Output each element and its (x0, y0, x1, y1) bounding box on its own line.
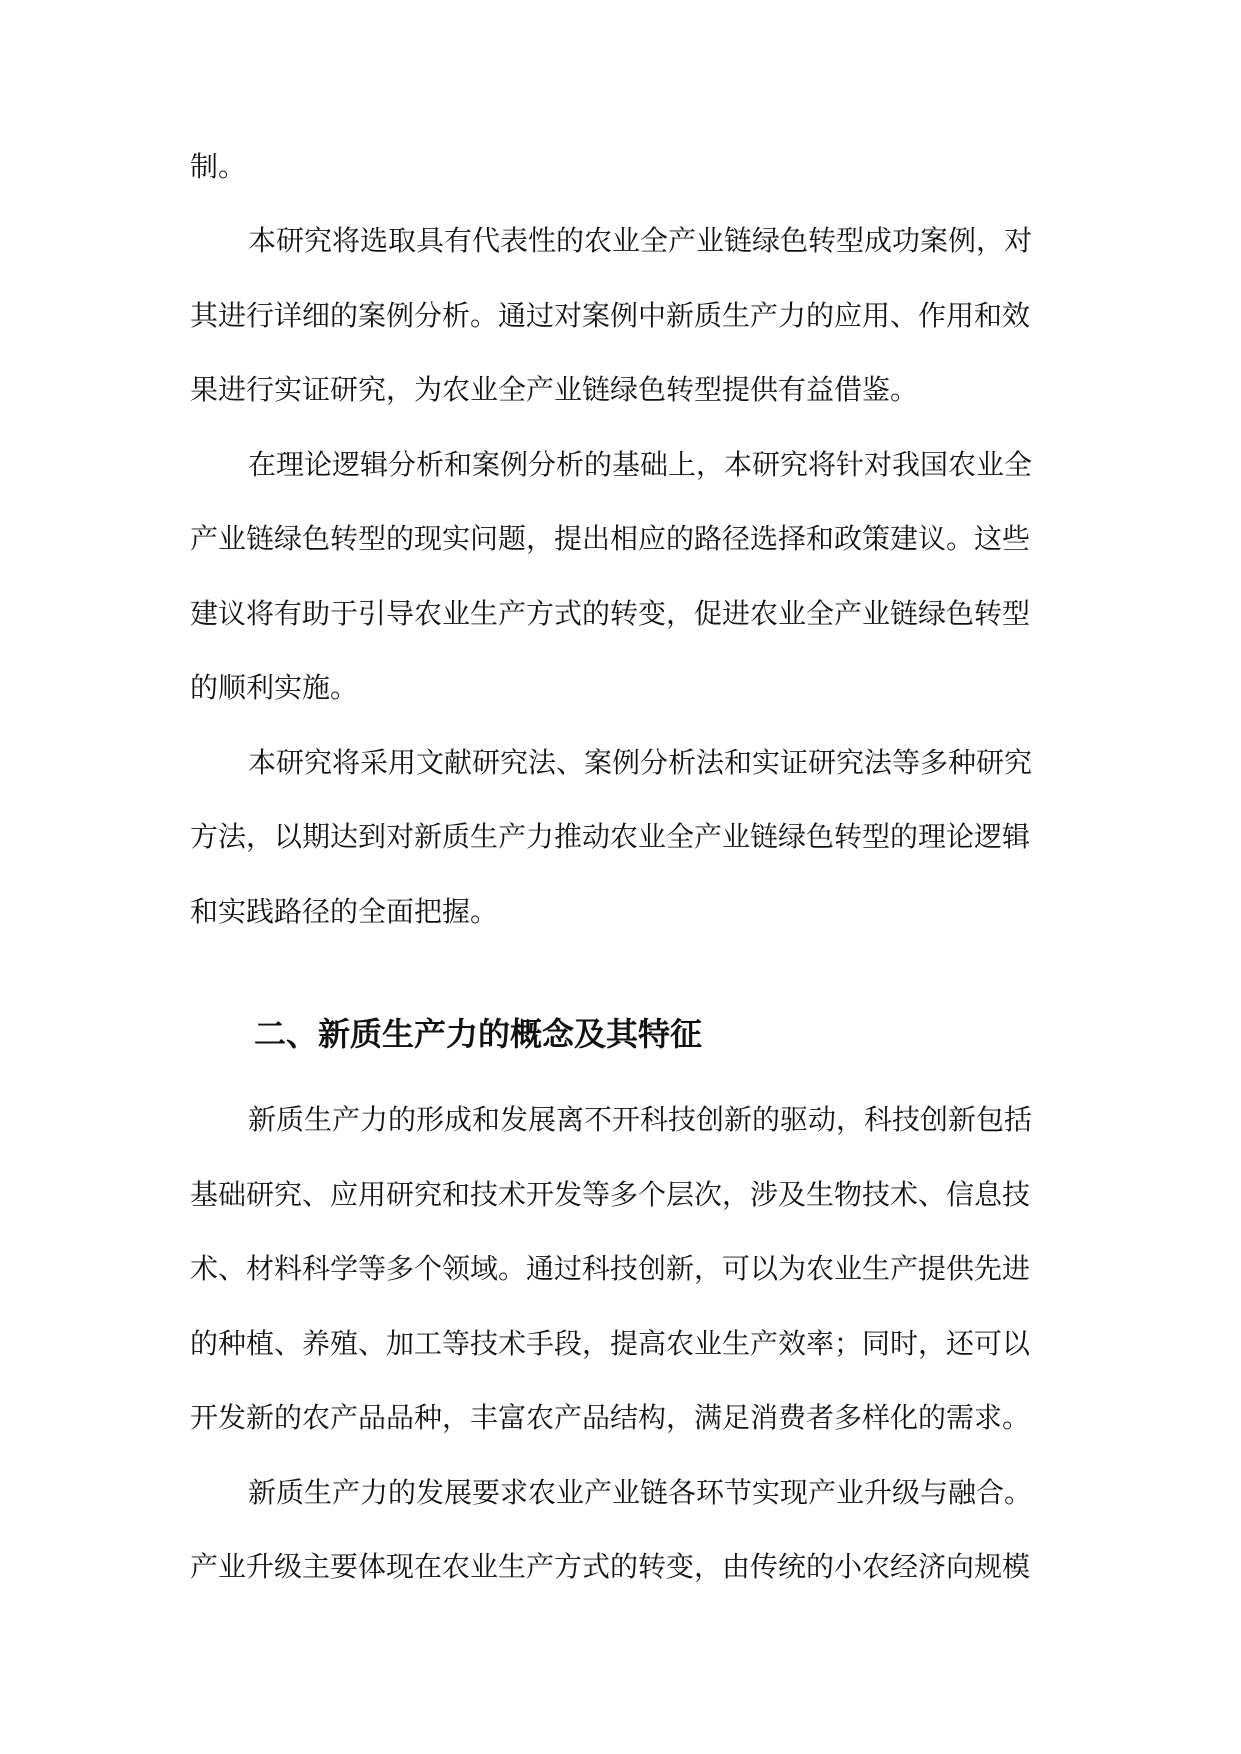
text-line: 基础研究、应用研究和技术开发等多个层次，涉及生物技术、信息技 (190, 1178, 1031, 1211)
paragraph-first-line: 新质生产力的形成和发展离不开科技创新的驱动，科技创新包括 (248, 1103, 1033, 1136)
text-line: 其进行详细的案例分析。通过对案例中新质生产力的应用、作用和效 (190, 299, 1031, 332)
section-heading: 二、新质生产力的概念及其特征 (254, 1015, 703, 1053)
text-line: 开发新的农产品品种，丰富农产品结构，满足消费者多样化的需求。 (190, 1401, 1031, 1434)
paragraph-first-line: 本研究将选取具有代表性的农业全产业链绿色转型成功案例，对 (248, 224, 1033, 257)
paragraph-first-line: 新质生产力的发展要求农业产业链各环节实现产业升级与融合。 (248, 1476, 1033, 1509)
text-line: 产业链绿色转型的现实问题，提出相应的路径选择和政策建议。这些 (190, 522, 1031, 555)
text-line: 的种植、养殖、加工等技术手段，提高农业生产效率；同时，还可以 (190, 1327, 1031, 1360)
text-line: 建议将有助于引导农业生产方式的转变，促进农业全产业链绿色转型 (190, 597, 1031, 630)
paragraph-first-line: 在理论逻辑分析和案例分析的基础上，本研究将针对我国农业全 (248, 448, 1033, 481)
text-line: 方法，以期达到对新质生产力推动农业全产业链绿色转型的理论逻辑 (190, 820, 1031, 853)
paragraph-first-line: 本研究将采用文献研究法、案例分析法和实证研究法等多种研究 (248, 746, 1033, 779)
text-line: 和实践路径的全面把握。 (190, 895, 499, 928)
text-line: 的顺利实施。 (190, 671, 359, 704)
text-line: 术、材料科学等多个领域。通过科技创新，可以为农业生产提供先进 (190, 1252, 1031, 1285)
text-line: 果进行实证研究，为农业全产业链绿色转型提供有益借鉴。 (190, 373, 919, 406)
text-line: 制。 (190, 150, 247, 183)
text-line: 产业升级主要体现在农业生产方式的转变，由传统的小农经济向规模 (190, 1550, 1031, 1583)
